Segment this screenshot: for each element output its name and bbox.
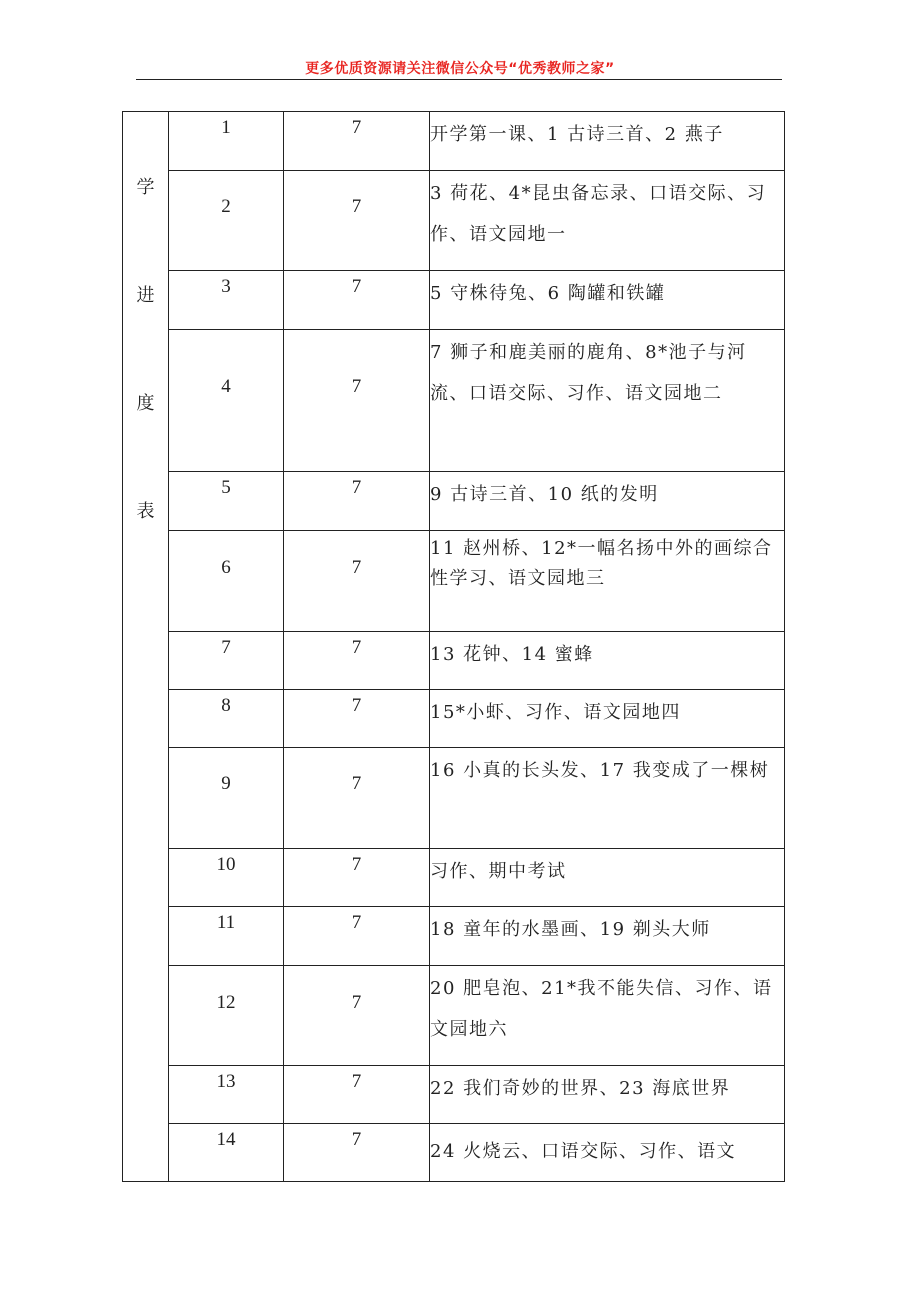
week-cell: 3 bbox=[169, 271, 284, 330]
hours-cell: 7 bbox=[284, 171, 430, 271]
schedule-table bbox=[122, 111, 785, 1182]
week-cell: 10 bbox=[169, 849, 284, 907]
header-divider bbox=[136, 79, 782, 80]
content-cell: 3 荷花、4*昆虫备忘录、口语交际、习作、语文园地一 bbox=[430, 171, 785, 271]
hours-cell: 7 bbox=[284, 472, 430, 531]
table-row bbox=[123, 748, 785, 849]
hours-cell: 7 bbox=[284, 1066, 430, 1124]
hours-cell: 7 bbox=[284, 531, 430, 632]
week-cell: 11 bbox=[169, 907, 284, 966]
side-label bbox=[123, 112, 169, 1182]
hours-cell: 7 bbox=[284, 748, 430, 849]
table-row bbox=[123, 112, 785, 171]
table-row bbox=[123, 531, 785, 632]
table-row bbox=[123, 1124, 785, 1182]
hours-cell: 7 bbox=[284, 330, 430, 472]
hours-cell: 7 bbox=[284, 849, 430, 907]
table-row bbox=[123, 966, 785, 1066]
week-cell: 13 bbox=[169, 1066, 284, 1124]
side-label-char: 度 bbox=[136, 393, 155, 414]
hours-cell: 7 bbox=[284, 632, 430, 690]
week-cell: 2 bbox=[169, 171, 284, 271]
content-cell: 16 小真的长头发、17 我变成了一棵树 bbox=[430, 748, 785, 849]
table-row bbox=[123, 690, 785, 748]
week-cell: 8 bbox=[169, 690, 284, 748]
content-cell: 7 狮子和鹿美丽的鹿角、8*池子与河流、口语交际、习作、语文园地二 bbox=[430, 330, 785, 472]
table-row bbox=[123, 171, 785, 271]
content-cell: 18 童年的水墨画、19 剃头大师 bbox=[430, 907, 785, 966]
hours-cell: 7 bbox=[284, 966, 430, 1066]
content-cell: 11 赵州桥、12*一幅名扬中外的画综合性学习、语文园地三 bbox=[430, 531, 785, 632]
week-cell: 6 bbox=[169, 531, 284, 632]
week-cell: 1 bbox=[169, 112, 284, 171]
content-cell: 13 花钟、14 蜜蜂 bbox=[430, 632, 785, 690]
hours-cell: 7 bbox=[284, 907, 430, 966]
side-label-char: 进 bbox=[136, 285, 155, 306]
content-cell: 24 火烧云、口语交际、习作、语文 bbox=[430, 1124, 785, 1182]
table-row bbox=[123, 1066, 785, 1124]
header-notice: 更多优质资源请关注微信公众号“优秀教师之家” bbox=[305, 61, 615, 77]
table-row bbox=[123, 330, 785, 472]
hours-cell: 7 bbox=[284, 1124, 430, 1182]
table-row bbox=[123, 472, 785, 531]
side-label-char: 学 bbox=[136, 177, 155, 198]
content-cell: 20 肥皂泡、21*我不能失信、习作、语文园地六 bbox=[430, 966, 785, 1066]
week-cell: 7 bbox=[169, 632, 284, 690]
week-cell: 4 bbox=[169, 330, 284, 472]
week-cell: 14 bbox=[169, 1124, 284, 1182]
content-cell: 开学第一课、1 古诗三首、2 燕子 bbox=[430, 112, 785, 171]
hours-cell: 7 bbox=[284, 271, 430, 330]
week-cell: 9 bbox=[169, 748, 284, 849]
content-cell: 22 我们奇妙的世界、23 海底世界 bbox=[430, 1066, 785, 1124]
side-label-char: 表 bbox=[136, 501, 155, 522]
content-cell: 15*小虾、习作、语文园地四 bbox=[430, 690, 785, 748]
hours-cell: 7 bbox=[284, 690, 430, 748]
table-row bbox=[123, 849, 785, 907]
content-cell: 9 古诗三首、10 纸的发明 bbox=[430, 472, 785, 531]
content-cell: 5 守株待兔、6 陶罐和铁罐 bbox=[430, 271, 785, 330]
table-row bbox=[123, 632, 785, 690]
table-row bbox=[123, 271, 785, 330]
hours-cell: 7 bbox=[284, 112, 430, 171]
week-cell: 5 bbox=[169, 472, 284, 531]
table-row bbox=[123, 907, 785, 966]
content-cell: 习作、期中考试 bbox=[430, 849, 785, 907]
week-cell: 12 bbox=[169, 966, 284, 1066]
